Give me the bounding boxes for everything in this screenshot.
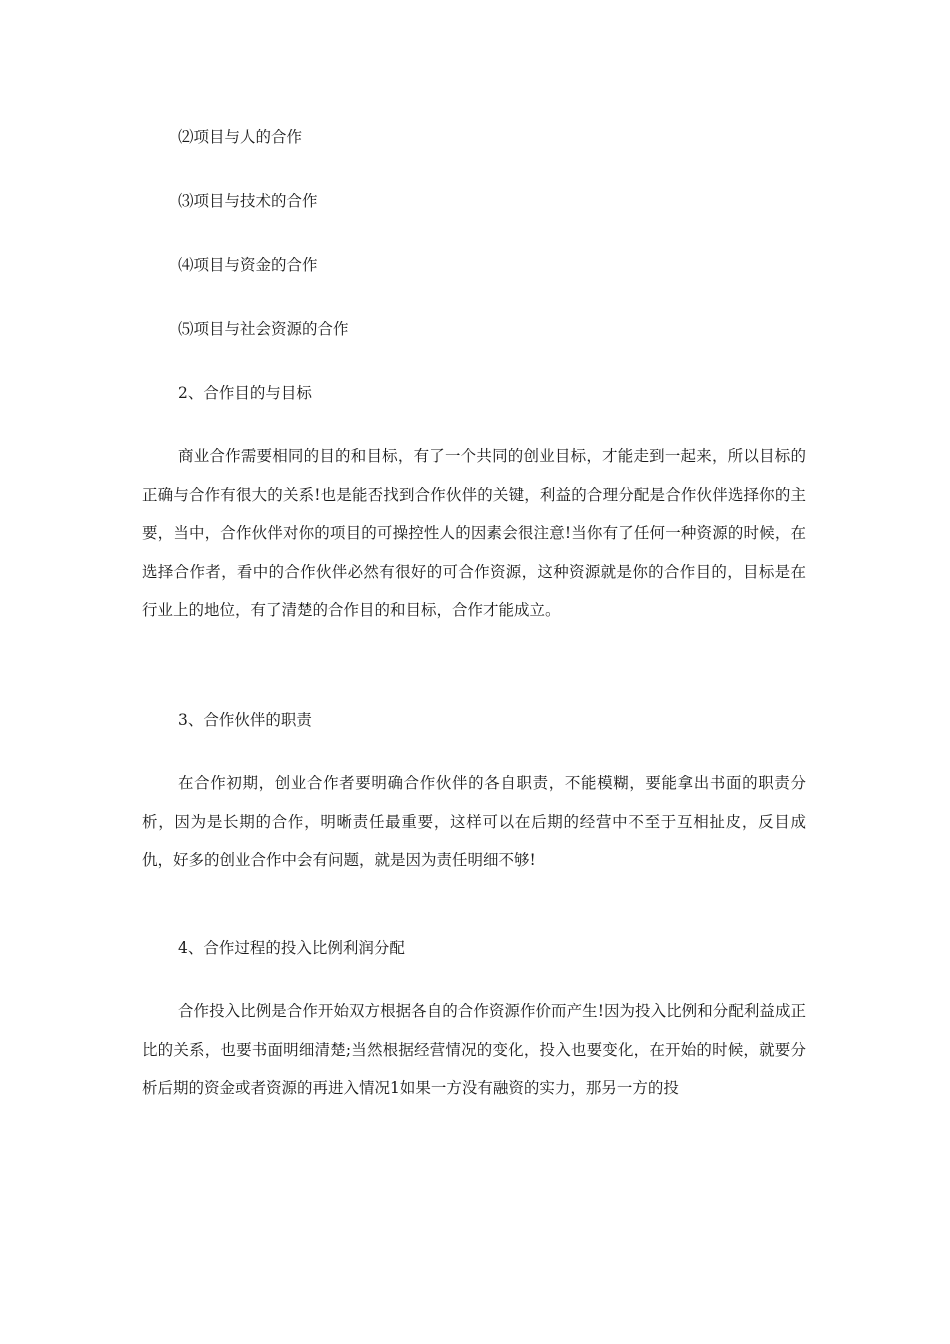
section-heading: 2、合作目的与目标 (178, 384, 312, 402)
paragraph: 合作投入比例是合作开始双方根据各自的合作资源作价而产生!因为投入比例和分配利益成正比的关系，也要书面明细清楚;当然根据经营情况的变化，投入也要变化，在开始的时候，就要分析后期的资金或者资源的再进入情况1如果一方没有融资的实力，那另一方的投 (142, 1002, 806, 1097)
paragraph: 在合作初期，创业合作者要明确合作伙伴的各自职责，不能模糊，要能拿出书面的职责分析，因为是长期的合作，明晰责任最重要，这样可以在后期的经营中不至于互相扯皮，反目成仇，好多的创业合作中会有问题，就是因为责任明细不够! (142, 774, 806, 869)
section-heading: 4、合作过程的投入比例利润分配 (178, 939, 405, 957)
list-item: ⑷项目与资金的合作 (178, 256, 318, 274)
list-item: ⑸项目与社会资源的合作 (178, 320, 349, 338)
paragraph: 商业合作需要相同的目的和目标，有了一个共同的创业目标，才能走到一起来，所以目标的正确与合作有很大的关系!也是能否找到合作伙伴的关键，利益的合理分配是合作伙伴选择你的主要，当中，合作伙伴对你的项目的可操控性人的因素会很注意!当你有了任何一种资源的时候，在选择合作者，看中的合作伙伴必然有很好的可合作资源，这种资源就是你的合作目的，目标是在行业上的地位，有了清楚的合作目的和目标，合作才能成立。 (142, 447, 806, 619)
list-item: ⑶项目与技术的合作 (178, 192, 318, 210)
section-heading: 3、合作伙伴的职责 (178, 711, 312, 729)
list-item: ⑵项目与人的合作 (178, 128, 303, 146)
